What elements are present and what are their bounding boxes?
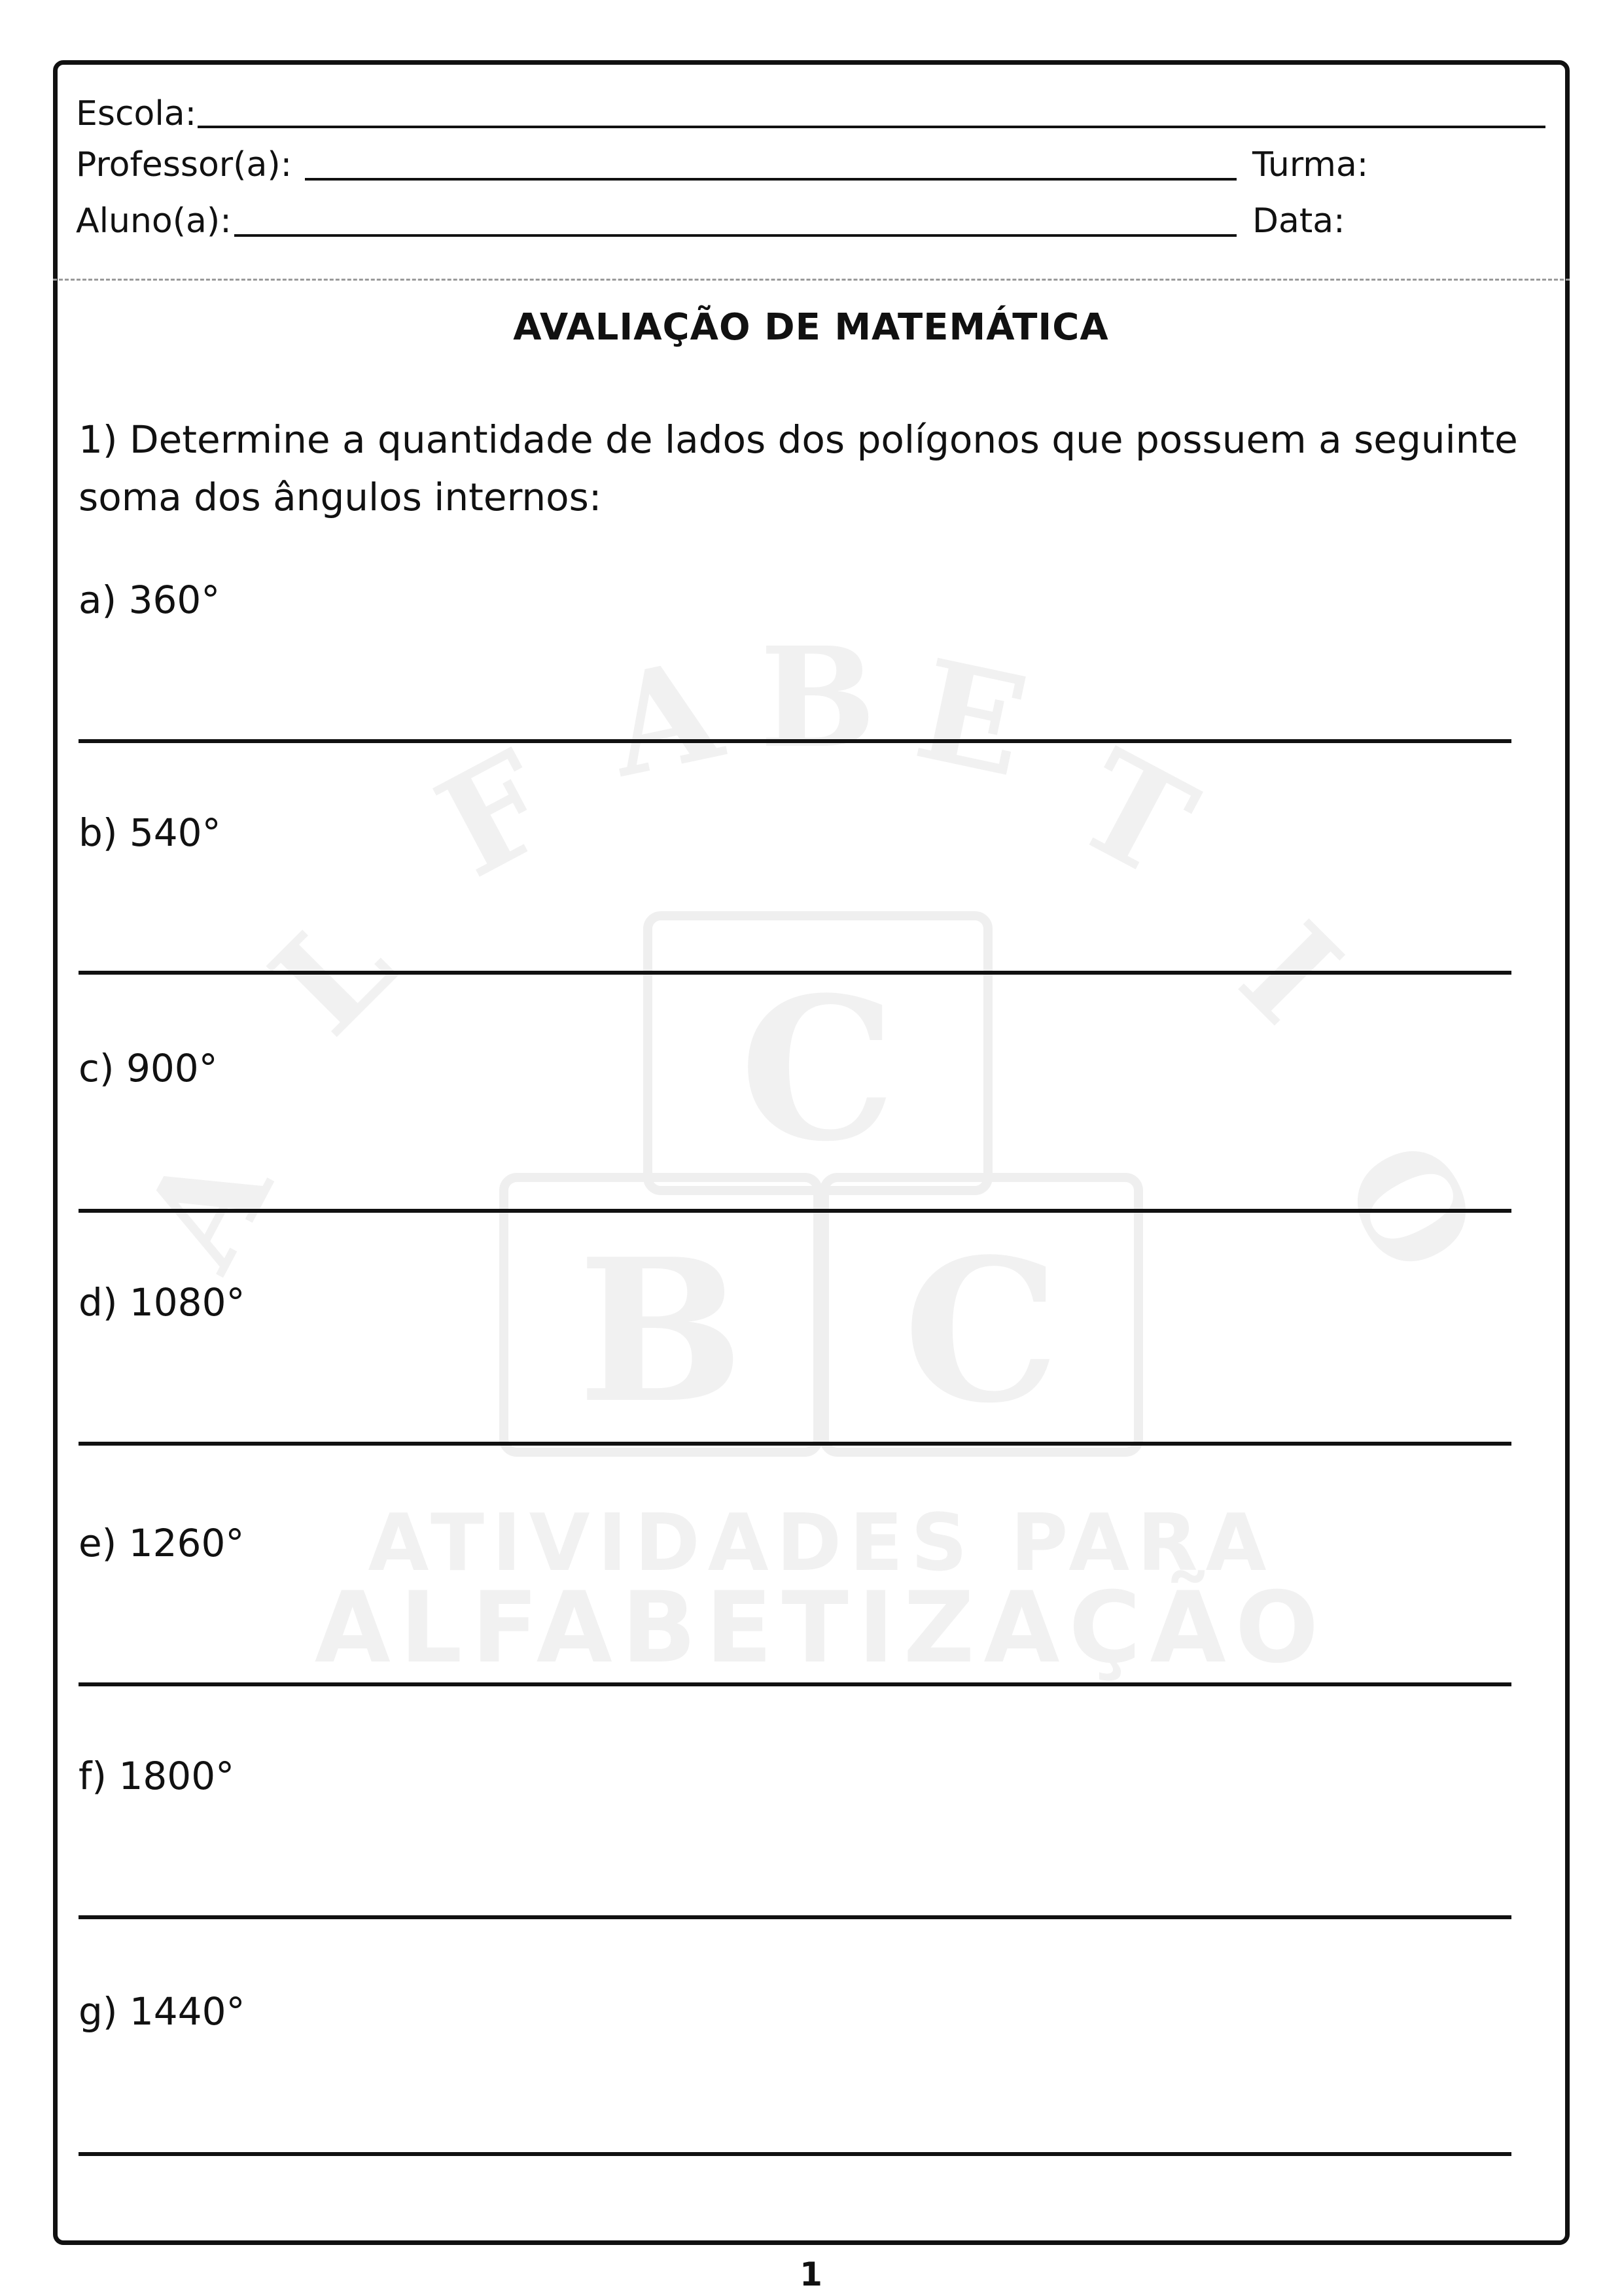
student-label: Aluno(a):: [76, 201, 232, 241]
svg-text:ALFABETIZAÇÃO: ALFABETIZAÇÃO: [314, 1571, 1328, 1685]
school-label: Escola:: [76, 94, 197, 133]
item-label-f: f) 1800°: [79, 1754, 235, 1798]
svg-text:I: I: [1210, 893, 1371, 1054]
header-separator: [53, 279, 1570, 281]
school-field[interactable]: [198, 126, 1545, 128]
item-label-b: b) 540°: [79, 810, 221, 855]
answer-line-g[interactable]: [79, 2152, 1511, 2156]
svg-text:B: B: [760, 617, 876, 778]
item-label-c: c) 900°: [79, 1046, 218, 1090]
item-label-e: e) 1260°: [79, 1521, 245, 1565]
svg-text:T: T: [1051, 719, 1218, 910]
answer-line-b[interactable]: [79, 971, 1511, 975]
svg-text:B: B: [578, 1215, 744, 1446]
answer-line-e[interactable]: [79, 1682, 1511, 1686]
svg-text:O: O: [1310, 1116, 1509, 1298]
page-number: 1: [800, 2255, 822, 2293]
page-title: AVALIAÇÃO DE MATEMÁTICA: [513, 306, 1109, 349]
date-label: Data:: [1252, 201, 1345, 241]
class-label: Turma:: [1252, 145, 1369, 184]
svg-text:F: F: [413, 720, 576, 909]
svg-text:E: E: [904, 628, 1040, 809]
svg-text:A: A: [109, 1122, 303, 1293]
teacher-field[interactable]: [305, 178, 1237, 181]
answer-line-a[interactable]: [79, 739, 1511, 743]
svg-text:ATIVIDADES PARA: ATIVIDADES PARA: [368, 1498, 1275, 1589]
answer-line-f[interactable]: [79, 1915, 1511, 1919]
answer-line-c[interactable]: [79, 1209, 1511, 1213]
question-text: 1) Determine a quantidade de lados dos polígonos que possuem a seguinte soma dos ângulos internos:: [79, 417, 1518, 519]
answer-line-d[interactable]: [79, 1442, 1511, 1446]
item-label-a: a) 360°: [79, 578, 220, 622]
item-label-d: d) 1080°: [79, 1280, 245, 1325]
student-field[interactable]: [234, 234, 1237, 237]
teacher-label: Professor(a):: [76, 145, 292, 184]
svg-text:C: C: [903, 1215, 1060, 1446]
item-label-g: g) 1440°: [79, 1989, 245, 2034]
svg-text:L: L: [241, 882, 424, 1065]
svg-text:C: C: [739, 954, 896, 1185]
svg-text:A: A: [595, 628, 733, 809]
